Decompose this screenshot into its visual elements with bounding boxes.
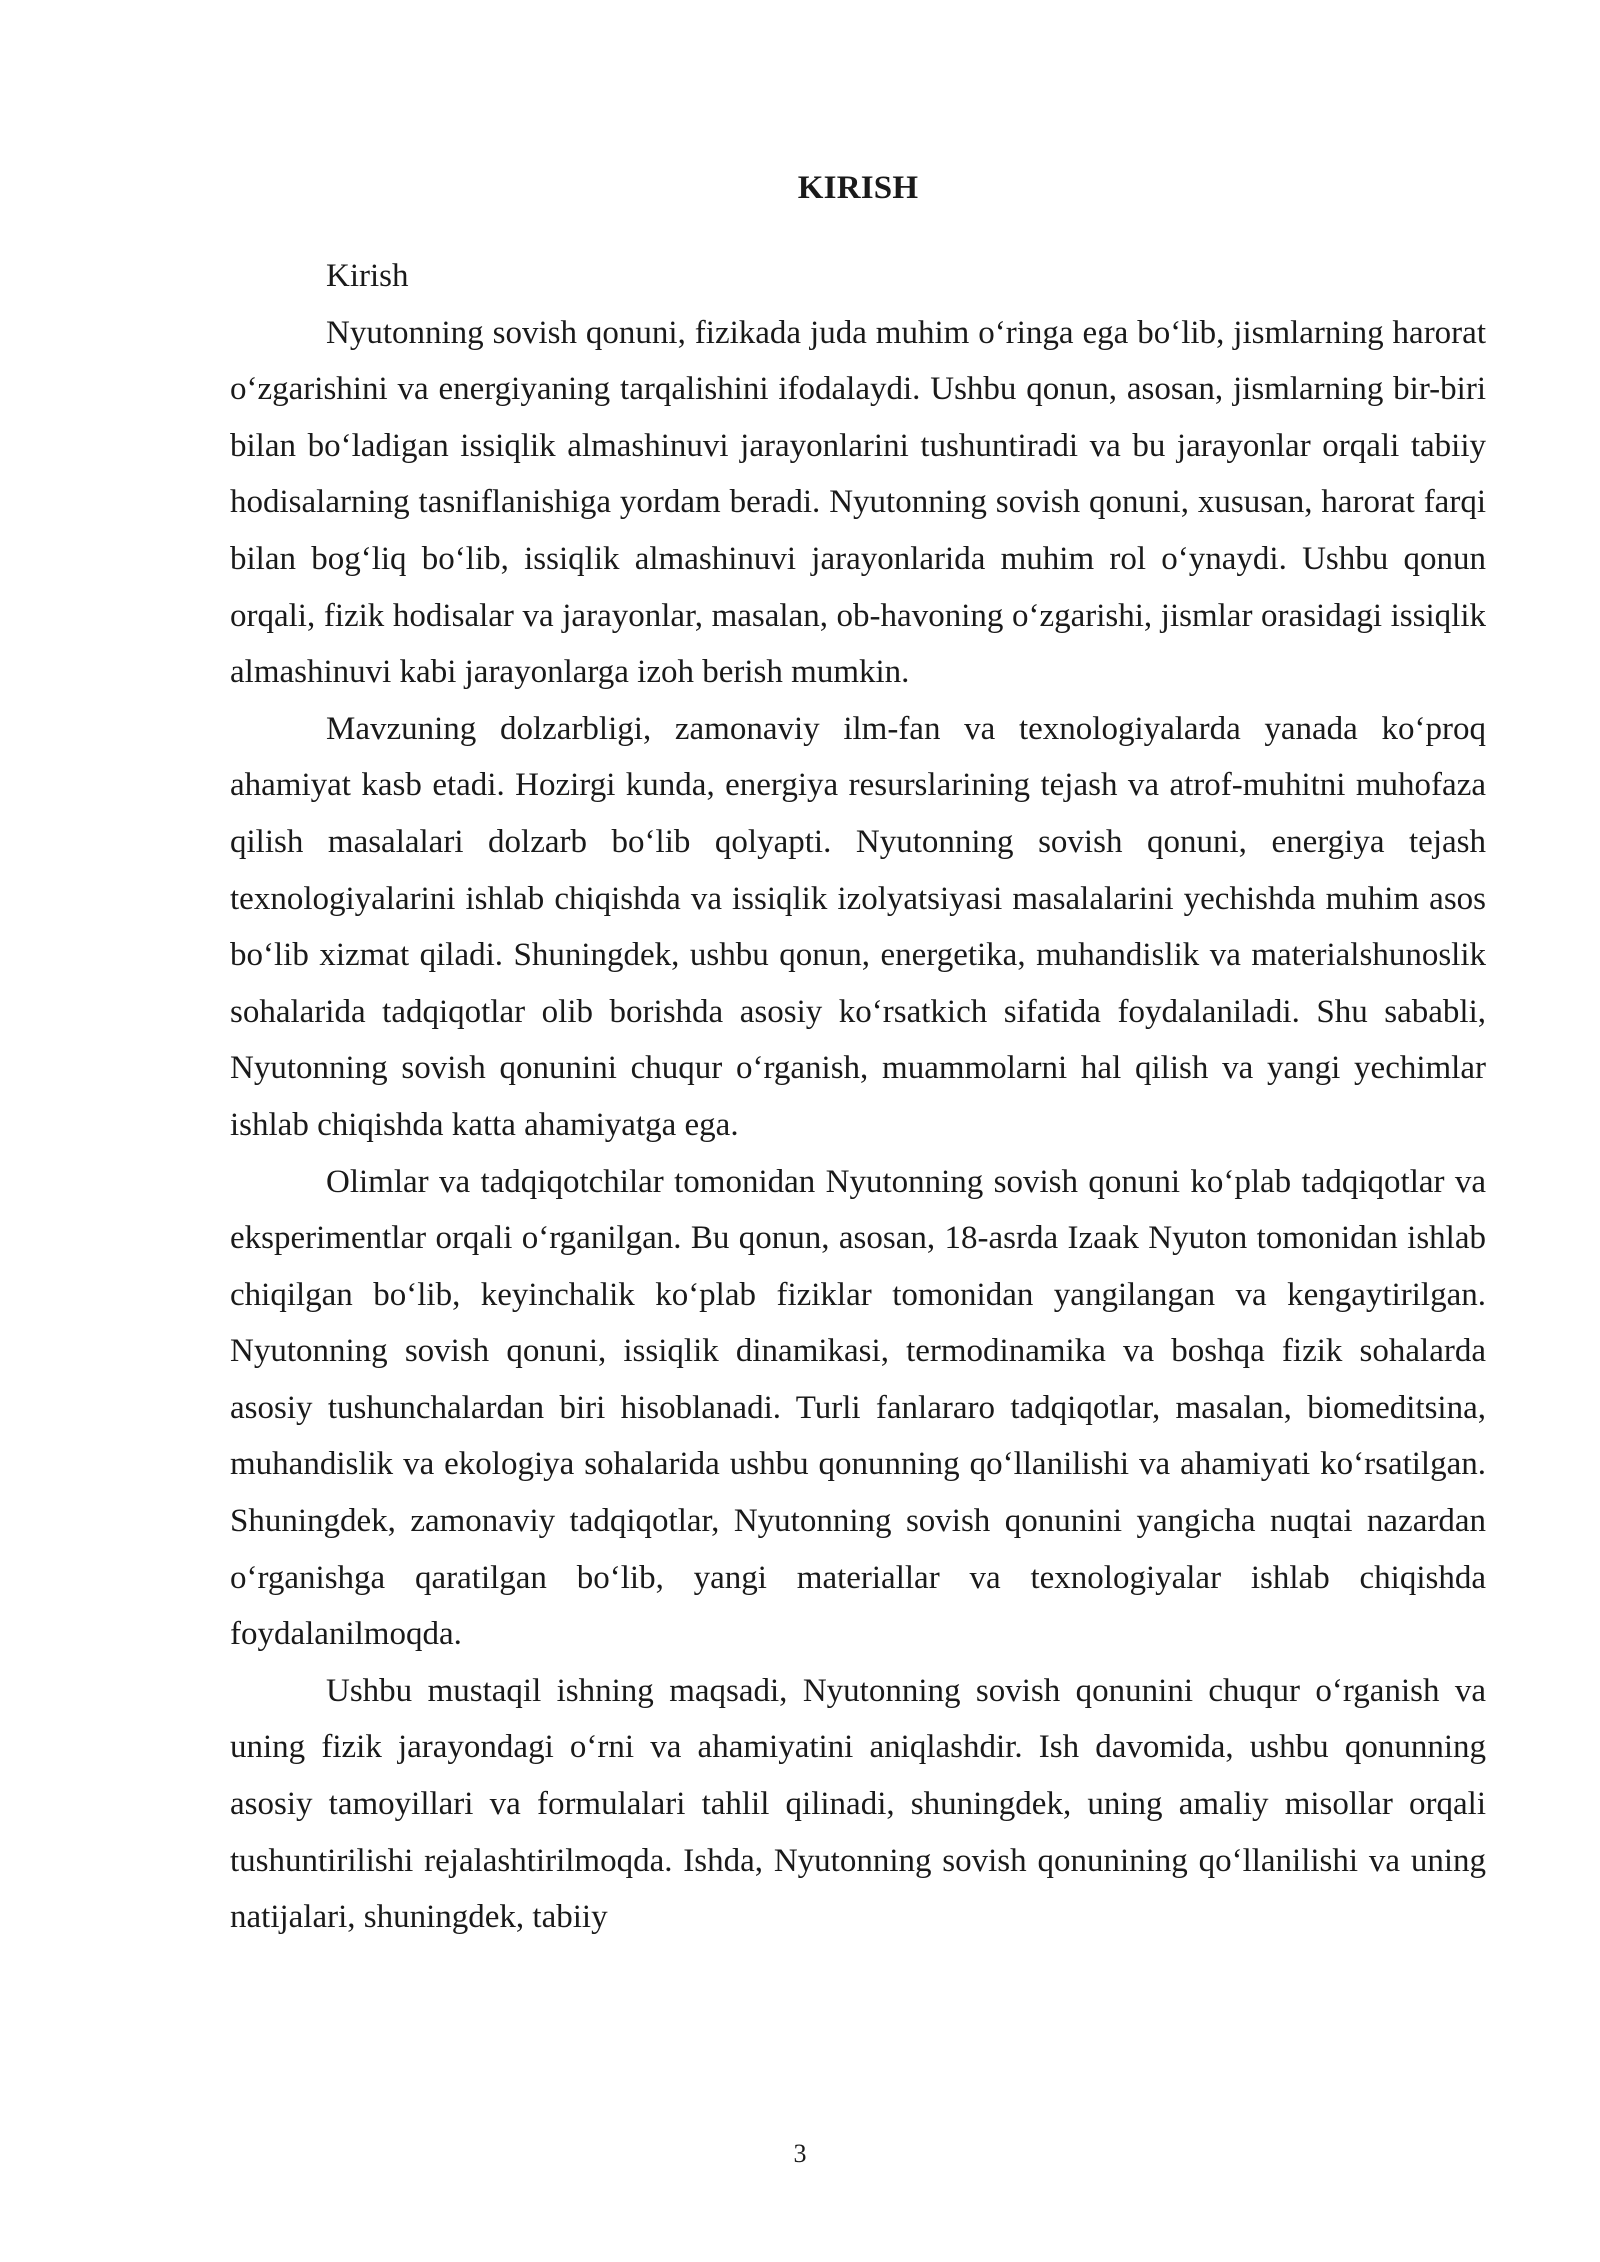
section-subheading: Kirish bbox=[326, 258, 409, 294]
paragraph-1: Nyutonning sovish qonuni, fizikada juda muhim o‘ringa ega bo‘lib, jismlarning harorat o‘zgarishini va energiyaning tarqalishini ifodalaydi. Ushbu qonun, asosan, jismlarning bir-biri bilan bo‘ladigan issiqlik almashinuvi jarayonlarini tushuntiradi va bu jarayonlar orqali tabiiy hodisalarning tasniflanishiga yordam beradi. Nyutonning sovish qonuni, xususan, harorat farqi bilan bog‘liq bo‘lib, issiqlik almashinuvi jarayonlarida muhim rol o‘ynaydi. Ushbu qonun orqali, fizik hodisalar va jarayonlar, masalan, ob-havoning o‘zgarishi, jismlar orasidagi issiqlik almashinuvi kabi jarayonlarga izoh berish mumkin. bbox=[230, 314, 1486, 691]
paragraph-2: Mavzuning dolzarbligi, zamonaviy ilm-fan va texnologiyalarda yanada ko‘proq ahamiyat kasb etadi. Hozirgi kunda, energiya resurslarining tejash va atrof-muhitni muhofaza qilish masalalari dolzarb bo‘lib qolyapti. Nyutonning sovish qonuni, energiya tejash texnologiyalarini ishlab chiqishda va issiqlik izolyatsiyasi masalalarini yechishda muhim asos bo‘lib xizmat qiladi. Shuningdek, ushbu qonun, energetika, muhandislik va materialshunoslik sohalarida tadqiqotlar olib borishda asosiy ko‘rsatkich sifatida foydalaniladi. Shu sababli, Nyutonning sovish qonunini chuqur o‘rganish, muammolarni hal qilish va yangi yechimlar ishlab chiqishda katta ahamiyatga ega. bbox=[230, 710, 1486, 1143]
paragraph-3: Olimlar va tadqiqotchilar tomonidan Nyutonning sovish qonuni ko‘plab tadqiqotlar va eksperimentlar orqali o‘rganilgan. Bu qonun, asosan, 18-asrda Izaak Nyuton tomonidan ishlab chiqilgan bo‘lib, keyinchalik ko‘plab fiziklar tomonidan yangilangan va kengaytirilgan. Nyutonning sovish qonuni, issiqlik dinamikasi, termodinamika va boshqa fizik sohalarda asosiy tushunchalardan biri hisoblanadi. Turli fanlararo tadqiqotlar, masalan, biomeditsina, muhandislik va ekologiya sohalarida ushbu qonunning qo‘llanilishi va ahamiyati ko‘rsatilgan. Shuningdek, zamonaviy tadqiqotlar, Nyutonning sovish qonunini yangicha nuqtai nazardan o‘rganishga qaratilgan bo‘lib, yangi materiallar va texnologiyalar ishlab chiqishda foydalanilmoqda. bbox=[230, 1163, 1486, 1653]
page-title: KIRISH bbox=[797, 170, 919, 206]
page-content bbox=[230, 160, 1486, 1946]
paragraph-4: Ushbu mustaqil ishning maqsadi, Nyutonning sovish qonunini chuqur o‘rganish va uning fizik jarayondagi o‘rni va ahamiyatini aniqlashdir. Ish davomida, ushbu qonunning asosiy tamoyillari va formulalari tahlil qilinadi, shuningdek, uning amaliy misollar orqali tushuntirilishi rejalashtirilmoqda. Ishda, Nyutonning sovish qonunining qo‘llanilishi va uning natijalari, shuningdek, tabiiy bbox=[230, 1672, 1486, 1936]
page-number: 3 bbox=[793, 2139, 807, 2168]
